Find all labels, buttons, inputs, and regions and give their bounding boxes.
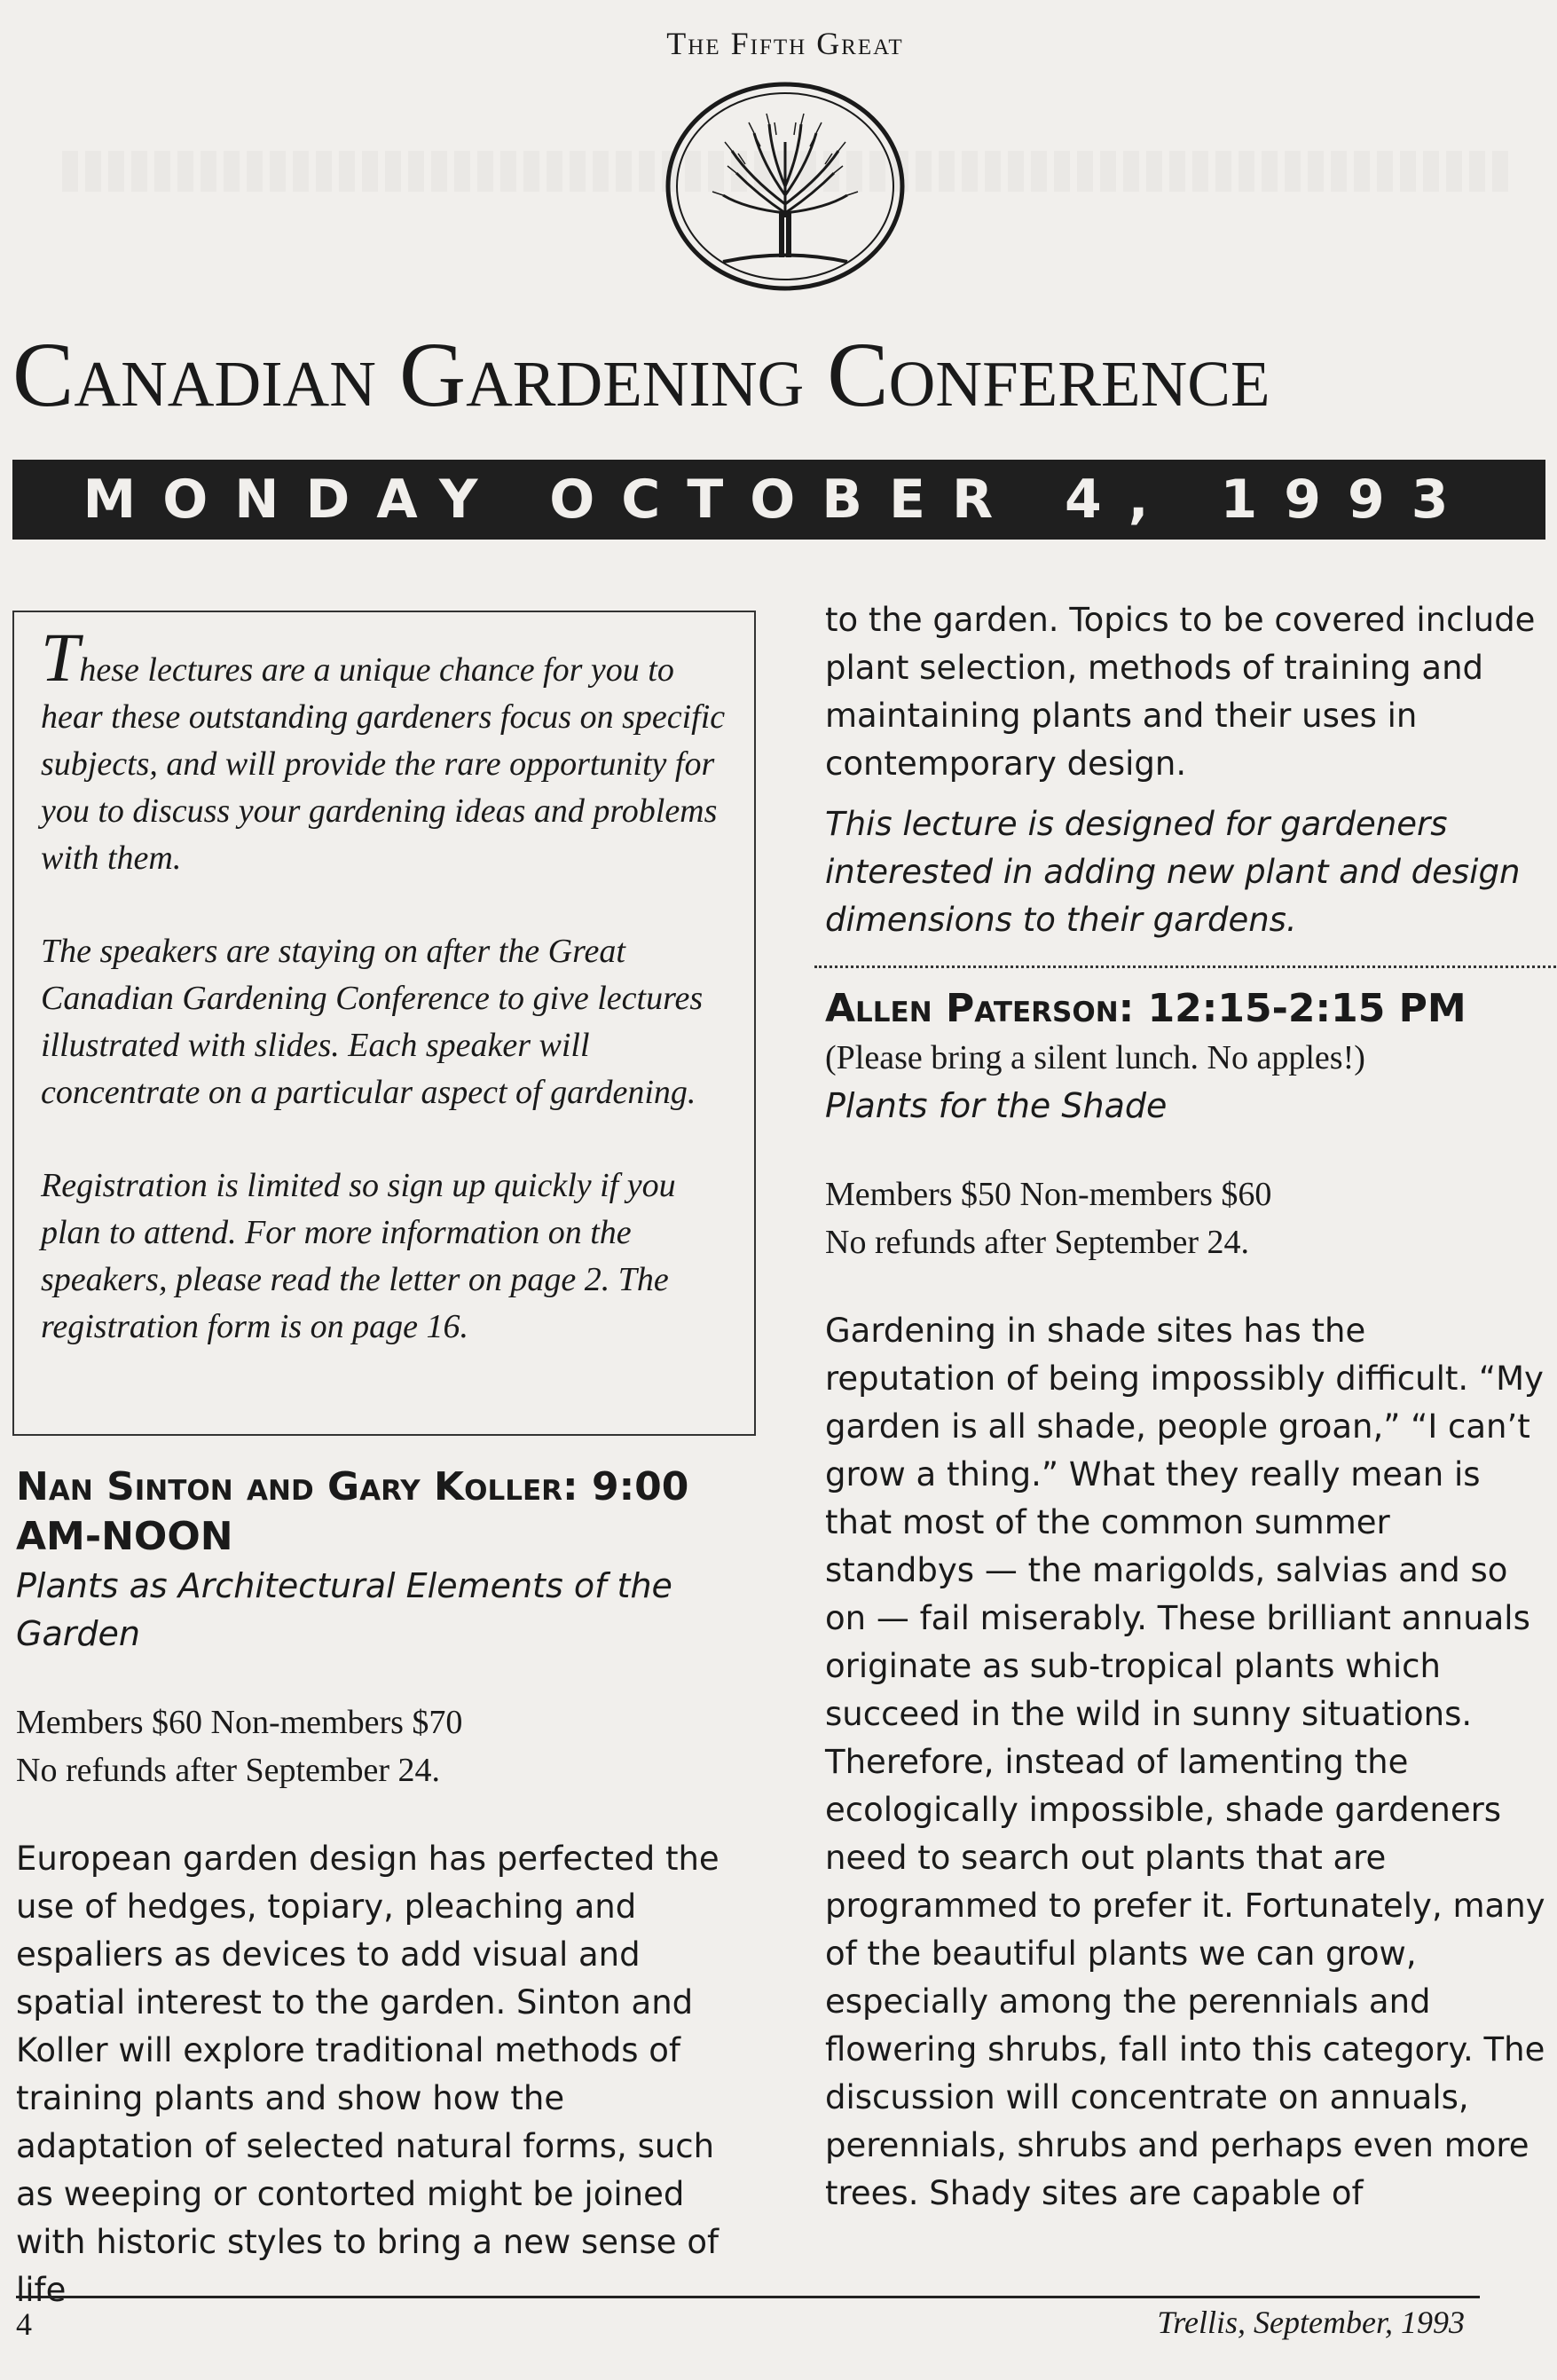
conference-title: Canadian Gardening Conference	[12, 324, 1270, 426]
intro-paragraph: The speakers are staying on after the Great Canadian Gardening Conference to give lectures illustrated with slides. Each speaker will concentrate on a particular aspect of gardening.	[41, 933, 704, 1111]
session-1-description-continued: to the garden. Topics to be covered include plant selection, methods of training and maintaining plants and their uses in contemporary design.	[825, 601, 1536, 783]
session-2-note: (Please bring a silent lunch. No apples!)	[825, 1039, 1365, 1076]
tree-logo-icon	[661, 80, 909, 293]
conference-date-band: MONDAY OCTOBER 4, 1993	[12, 460, 1545, 540]
session-2-fees: Members $50 Non-members $60	[825, 1176, 1272, 1213]
session-1-refunds: No refunds after September 24.	[16, 1752, 441, 1789]
session-1-description: European garden design has perfected the use of hedges, topiary, pleaching and espaliers as devices to add visual and spatial interest to the garden. Sinton and Koller will explore traditional methods of training plants and show how the adaptation of selected natural forms, such as weeping or contorted might be joined with historic styles to bring a new sense of life	[16, 1840, 720, 2309]
publication-credit: Trellis, September, 1993	[1157, 2305, 1465, 2340]
session-2-refunds: No refunds after September 24.	[825, 1224, 1250, 1261]
section-divider	[814, 965, 1556, 968]
session-2-lecture-title: Plants for the Shade	[825, 1086, 1168, 1125]
intro-box	[12, 611, 756, 1436]
left-column	[16, 1462, 735, 2314]
right-column	[825, 596, 1545, 2218]
session-1-audience-note: This lecture is designed for gardeners interested in adding new plant and design dimensions to their gardens.	[825, 805, 1521, 939]
intro-paragraph: Registration is limited so sign up quickly if you plan to attend. For more information on the speakers, please read the letter on page 2. The registration form is on page 16.	[41, 1167, 676, 1345]
session-2-speaker: Allen Paterson: 12:15-2:15 PM	[825, 986, 1467, 1031]
session-1-fees: Members $60 Non-members $70	[16, 1704, 463, 1741]
conference-kicker: The Fifth Great	[666, 26, 904, 61]
intro-paragraph: These lectures are a unique chance for you to hear these outstanding gardeners focus on specific subjects, and will provide the rare opportunity for you to discuss your gardening ideas and problems with them.	[41, 619, 726, 877]
session-1-speaker: Nan Sinton and Gary Koller: 9:00 AM-NOON	[16, 1464, 689, 1559]
session-1-lecture-title: Plants as Architectural Elements of the Garden	[16, 1566, 672, 1653]
session-2-description: Gardening in shade sites has the reputation of being impossibly difficult. “My garden is all shade, people groan,” “I can’t grow a thing.” What they really mean is that most of the common summer standbys — the marigolds, salvias and so on — fail miserably. These brilliant annuals originate as sub-tropical plants which succeed in the wild in sunny situations. Therefore, instead of lamenting the ecologically impossible, shade gardeners need to search out plants that are programmed to prefer it. Fortunately, many of the beautiful plants we can grow, especially among the perennials and flowering shrubs, fall into this category. The discussion will concentrate on annuals, perennials, shrubs and perhaps even more trees. Shady sites are capable of	[825, 1312, 1545, 2212]
footer-rule	[16, 2296, 1480, 2298]
page-number: 4	[16, 2306, 32, 2342]
